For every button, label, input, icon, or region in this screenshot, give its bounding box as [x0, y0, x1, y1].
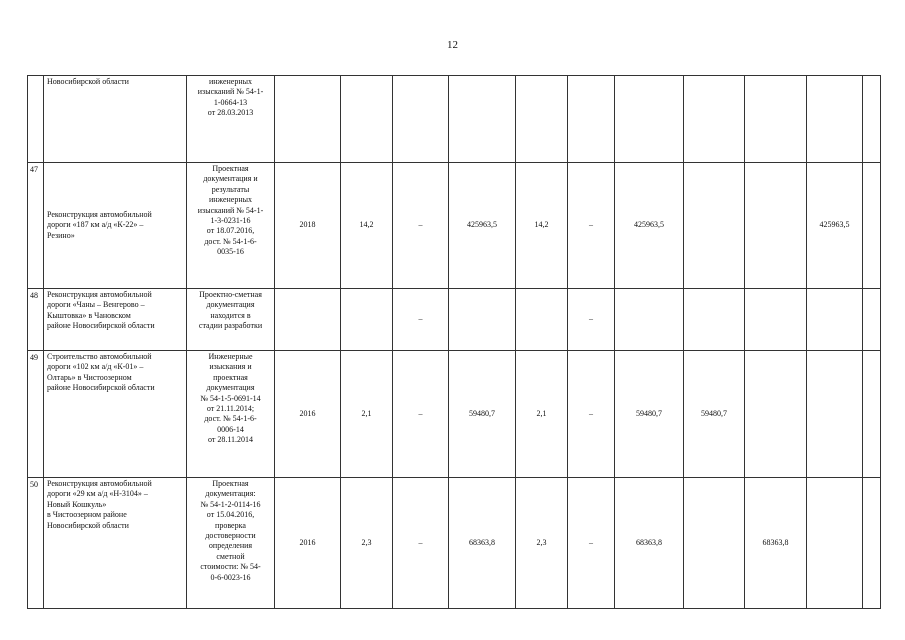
value-cell	[275, 289, 341, 351]
object-name-cell	[44, 163, 187, 289]
value-cell: 425963,5	[449, 163, 516, 289]
empty-cell	[863, 76, 881, 163]
object-name-line: Резино»	[47, 230, 75, 240]
row-number-cell	[28, 76, 44, 163]
value-cell: 2016	[275, 351, 341, 478]
documentation-line: от 18.07.2016,	[206, 226, 255, 236]
documentation-line: 0035-16	[217, 247, 244, 257]
documentation-line: проверка	[215, 520, 246, 530]
documentation-line: 1-0664-13	[213, 97, 248, 107]
object-name-line: Олтарь» в Чистоозерном	[47, 372, 132, 382]
value-cell	[568, 76, 615, 163]
object-name-line: Реконструкция автомобильной	[47, 290, 152, 299]
object-name-line: Новый Кошкуль»	[47, 499, 107, 509]
table-row	[28, 289, 881, 351]
table-row	[28, 76, 881, 163]
value-cell: 68363,8	[449, 478, 516, 609]
table-row	[28, 163, 881, 289]
row-number-cell: 48	[28, 289, 44, 351]
documentation-line: находится в	[210, 310, 251, 320]
empty-cell	[863, 163, 881, 289]
documentation-line: дост. № 54-1-6-	[204, 236, 257, 246]
documentation-cell	[187, 351, 275, 478]
documentation-line: № 54-1-5-0691-14	[200, 393, 261, 403]
row-number-cell: 50	[28, 478, 44, 609]
value-cell: 14,2	[516, 163, 568, 289]
value-cell	[807, 351, 863, 478]
object-name-line: Реконструкция автомобильной	[47, 209, 152, 219]
value-cell	[684, 289, 745, 351]
value-cell	[275, 76, 341, 163]
object-name-line: Новосибирской области	[47, 520, 129, 530]
object-name-cell	[44, 478, 187, 609]
documentation-cell	[187, 478, 275, 609]
documentation-line: инженерных	[208, 195, 253, 205]
documentation-line: Проектно-сметная	[199, 290, 262, 299]
empty-cell	[863, 289, 881, 351]
object-name-line: Кыштовка» в Чановском	[47, 310, 131, 320]
documentation-line: от 28.11.2014	[207, 435, 254, 445]
value-cell: –	[568, 289, 615, 351]
value-cell: 425963,5	[615, 163, 684, 289]
value-cell: 14,2	[341, 163, 393, 289]
empty-cell	[863, 478, 881, 609]
row-number-cell: 49	[28, 351, 44, 478]
value-cell	[684, 478, 745, 609]
value-cell: 2,1	[341, 351, 393, 478]
object-name-line: дороги «187 км а/д «К-22» –	[47, 220, 144, 230]
documentation-line: 0006-14	[217, 424, 244, 434]
documentation-line: от 15.04.2016,	[206, 510, 255, 520]
value-cell: –	[568, 478, 615, 609]
value-cell: –	[393, 163, 449, 289]
value-cell	[807, 289, 863, 351]
documentation-line: Проектная	[212, 164, 249, 173]
documentation-cell	[187, 76, 275, 163]
value-cell: –	[393, 478, 449, 609]
object-name-cell	[44, 351, 187, 478]
value-cell: 2,1	[516, 351, 568, 478]
documentation-line: стоимости: № 54-	[200, 562, 261, 572]
documentation-line: документация:	[205, 489, 256, 499]
table-row	[28, 478, 881, 609]
value-cell	[807, 76, 863, 163]
documentation-line: 1-3-0231-16	[210, 216, 251, 226]
value-cell: –	[393, 351, 449, 478]
object-name-line: районе Новосибирской области	[47, 383, 155, 393]
value-cell: 59480,7	[684, 351, 745, 478]
value-cell: 2016	[275, 478, 341, 609]
object-name-line: Новосибирской области	[47, 77, 129, 86]
value-cell	[393, 76, 449, 163]
table-row	[28, 351, 881, 478]
value-cell	[615, 76, 684, 163]
value-cell	[684, 76, 745, 163]
documentation-line: достоверности	[205, 531, 256, 541]
documentation-line: 0-6-0023-16	[210, 572, 251, 582]
value-cell: 425963,5	[807, 163, 863, 289]
value-cell	[745, 163, 807, 289]
value-cell: –	[568, 163, 615, 289]
documentation-line: стадии разработки	[198, 321, 263, 331]
documentation-line: определения	[208, 541, 253, 551]
value-cell: 2,3	[516, 478, 568, 609]
value-cell	[745, 76, 807, 163]
objects-table	[27, 75, 881, 609]
value-cell: 68363,8	[615, 478, 684, 609]
empty-cell	[863, 351, 881, 478]
documentation-line: документация	[206, 300, 255, 310]
object-name-line: Строительство автомобильной	[47, 352, 152, 361]
value-cell: 59480,7	[615, 351, 684, 478]
value-cell	[745, 289, 807, 351]
value-cell	[341, 289, 393, 351]
documentation-line: изысканий № 54-1-	[197, 87, 264, 97]
documentation-line: № 54-1-2-0114-16	[200, 499, 261, 509]
documentation-line: результаты	[211, 184, 250, 194]
documentation-line: проектная	[213, 372, 248, 382]
object-name-cell	[44, 289, 187, 351]
documentation-line: документация	[206, 383, 255, 393]
object-name-cell	[44, 76, 187, 163]
documentation-line: Проектная	[212, 479, 249, 488]
documentation-line: дост. № 54-1-6-	[204, 414, 257, 424]
documentation-cell	[187, 289, 275, 351]
object-name-line: дороги «102 км а/д «К-01» –	[47, 362, 144, 372]
value-cell	[449, 289, 516, 351]
value-cell: –	[568, 351, 615, 478]
row-number-cell: 47	[28, 163, 44, 289]
object-name-line: в Чистоозерном районе	[47, 510, 127, 520]
documentation-line: изыскания и	[209, 362, 252, 372]
value-cell	[516, 76, 568, 163]
documentation-line: инженерных	[208, 77, 253, 86]
documentation-line: Инженерные	[208, 352, 253, 361]
value-cell	[684, 163, 745, 289]
value-cell	[745, 351, 807, 478]
object-name-line: Реконструкция автомобильной	[47, 479, 152, 488]
object-name-line: дороги «Чаны – Венгерово –	[47, 300, 145, 310]
page-number: 12	[447, 39, 458, 51]
value-cell	[516, 289, 568, 351]
documentation-line: от 21.11.2014;	[206, 404, 255, 414]
value-cell	[449, 76, 516, 163]
value-cell: 59480,7	[449, 351, 516, 478]
value-cell	[807, 478, 863, 609]
value-cell: 2018	[275, 163, 341, 289]
documentation-cell	[187, 163, 275, 289]
documentation-line: сметной	[216, 551, 245, 561]
value-cell: –	[393, 289, 449, 351]
value-cell: 68363,8	[745, 478, 807, 609]
documentation-line: документация и	[203, 174, 258, 184]
value-cell	[615, 289, 684, 351]
object-name-line: дороги «29 км а/д «Н-3104» –	[47, 489, 148, 499]
documentation-line: изысканий № 54-1-	[197, 205, 264, 215]
value-cell: 2,3	[341, 478, 393, 609]
documentation-line: от 28.03.2013	[207, 108, 254, 118]
object-name-line: районе Новосибирской области	[47, 321, 155, 331]
value-cell	[341, 76, 393, 163]
